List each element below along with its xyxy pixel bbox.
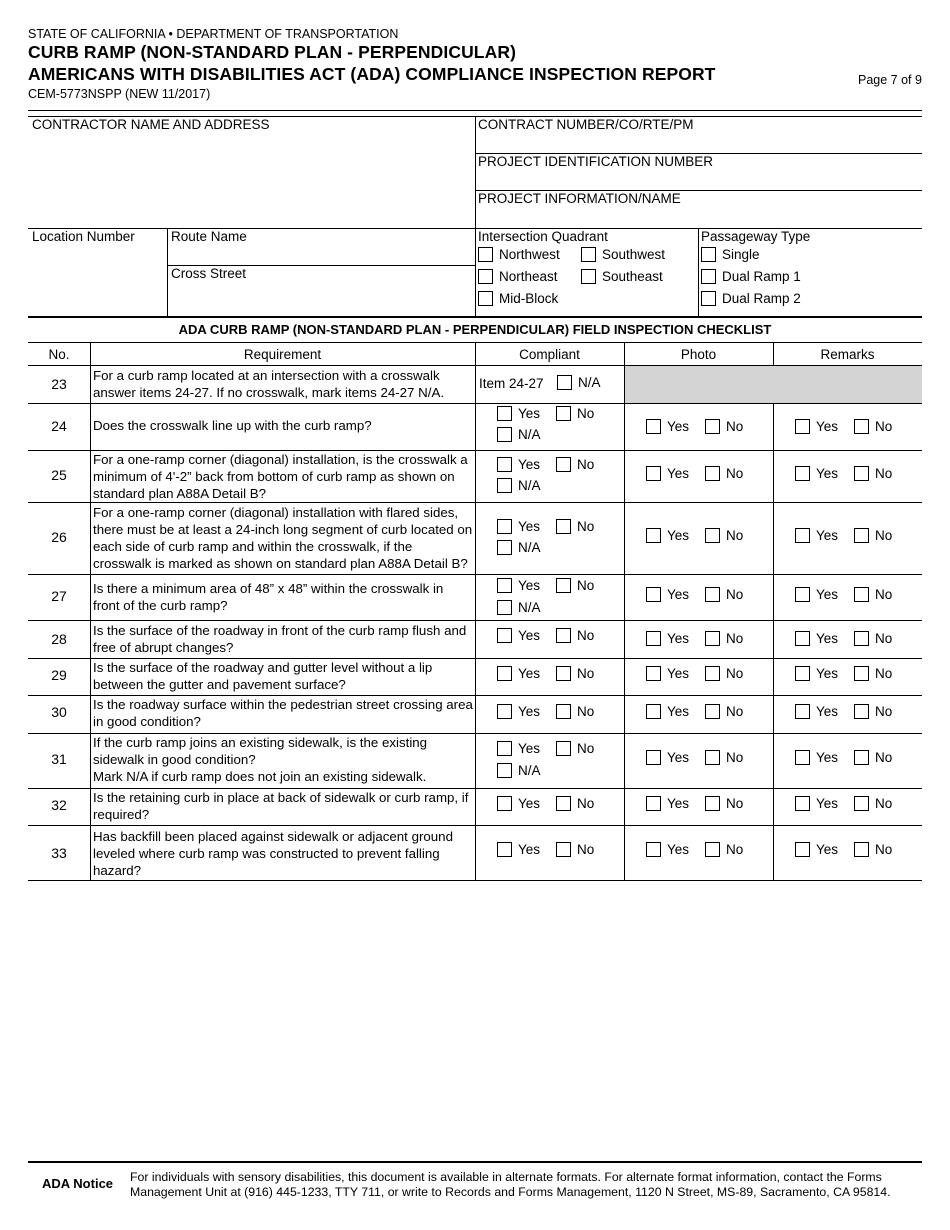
- row-32-remarks-no[interactable]: No: [854, 796, 892, 811]
- row-29-compliant-no[interactable]: No: [556, 666, 594, 681]
- column-photo: Photo: [680, 347, 717, 362]
- row-30-photo-yes[interactable]: Yes: [646, 704, 689, 719]
- checkbox[interactable]: [497, 406, 512, 421]
- row-29-photo-no[interactable]: No: [705, 666, 743, 681]
- row-29-compliant-yes[interactable]: Yes: [497, 666, 540, 681]
- checkbox[interactable]: [556, 842, 571, 857]
- row-25-requirement: For a one-ramp corner (diagonal) installation, is the crosswalk a minimum of 4'-2” back from bottom of curb ramp as shown on standard plan A88A Detail B?: [93, 452, 468, 501]
- row-32-requirement: Is the retaining curb in place at back of sidewalk or curb ramp, if required?: [93, 790, 469, 822]
- row-26-remarks-no[interactable]: No: [854, 528, 892, 543]
- checkbox[interactable]: [556, 796, 571, 811]
- checkbox[interactable]: [497, 427, 512, 442]
- row-29-number: 29: [51, 667, 67, 683]
- checkbox[interactable]: [795, 666, 810, 681]
- dual-ramp-2-checkbox[interactable]: [701, 291, 716, 306]
- item-range-label: Item 24-27: [479, 376, 544, 391]
- checkbox[interactable]: [497, 600, 512, 615]
- row-31-compliant-na[interactable]: N/A: [497, 763, 541, 778]
- checkbox[interactable]: [854, 528, 869, 543]
- quadrant-passageway-divider: [698, 228, 699, 316]
- row-33-remarks-yes[interactable]: Yes: [795, 842, 838, 857]
- checkbox[interactable]: [497, 796, 512, 811]
- row-30-remarks-yes[interactable]: Yes: [795, 704, 838, 719]
- row-30-remarks-no[interactable]: No: [854, 704, 892, 719]
- row-29-requirement: Is the surface of the roadway and gutter level without a lip between the gutter and pavement surface?: [93, 660, 433, 692]
- col-line-1: [90, 342, 91, 881]
- checkbox[interactable]: [646, 528, 661, 543]
- row-27-remarks-no[interactable]: No: [854, 587, 892, 602]
- checkbox[interactable]: [556, 519, 571, 534]
- info-divider-vertical: [475, 116, 476, 316]
- checkbox[interactable]: [646, 796, 661, 811]
- quadrant-northwest-option[interactable]: Northwest: [478, 247, 560, 262]
- row-24-photo-no[interactable]: No: [705, 419, 743, 434]
- row-24-compliant-yes[interactable]: Yes: [497, 406, 540, 421]
- row-25-compliant-na[interactable]: N/A: [497, 478, 541, 493]
- row-27-photo-yes[interactable]: Yes: [646, 587, 689, 602]
- col-line-4: [773, 342, 774, 881]
- checkbox[interactable]: [705, 704, 720, 719]
- row-30-requirement: Is the roadway surface within the pedestrian street crossing area in good condition?: [93, 697, 473, 729]
- row-24-photo-yes[interactable]: Yes: [646, 419, 689, 434]
- southwest-checkbox[interactable]: [581, 247, 596, 262]
- row-31-photo-no[interactable]: No: [705, 750, 743, 765]
- row-27-compliant-yes[interactable]: Yes: [497, 578, 540, 593]
- row-26-compliant-yes[interactable]: Yes: [497, 519, 540, 534]
- row-33-remarks-no[interactable]: No: [854, 842, 892, 857]
- northeast-checkbox[interactable]: [478, 269, 493, 284]
- column-remarks: Remarks: [820, 347, 875, 362]
- row-24-number: 24: [51, 418, 67, 434]
- row-27-photo-no[interactable]: No: [705, 587, 743, 602]
- row-33-requirement: Has backfill been placed against sidewalk or adjacent ground leveled where curb ramp was constructed to prevent falling hazard?: [93, 829, 453, 878]
- quadrant-midblock-option[interactable]: Mid-Block: [478, 291, 558, 306]
- row-23-shaded-cell: [625, 366, 922, 403]
- checkbox[interactable]: [705, 631, 720, 646]
- row-33-compliant-no[interactable]: No: [556, 842, 594, 857]
- checkbox[interactable]: [556, 704, 571, 719]
- row-26-compliant-na[interactable]: N/A: [497, 540, 541, 555]
- row-rule: [28, 620, 922, 621]
- ada-notice-title: ADA Notice: [42, 1176, 114, 1191]
- column-no: No.: [48, 347, 70, 362]
- checkbox[interactable]: [854, 704, 869, 719]
- row-26-requirement: For a one-ramp corner (diagonal) installation with flared sides, there must be at least a 24-inch long segment of curb located on each side of curb ramp and within the crosswalk, if the crosswalk is marked as shown on standard plan A88A Detail B?: [93, 505, 473, 571]
- checkbox[interactable]: [556, 666, 571, 681]
- row-27-number: 27: [51, 588, 67, 604]
- row-26-number: 26: [51, 529, 67, 545]
- checkbox[interactable]: [705, 842, 720, 857]
- row-23-number: 23: [51, 376, 67, 392]
- row-29-photo-yes[interactable]: Yes: [646, 666, 689, 681]
- route-name-label: Route Name: [171, 229, 247, 244]
- agency-line: STATE OF CALIFORNIA • DEPARTMENT OF TRANSPORTATION: [28, 27, 399, 41]
- checkbox[interactable]: [556, 628, 571, 643]
- row-25-number: 25: [51, 467, 67, 483]
- row-32-remarks-yes[interactable]: Yes: [795, 796, 838, 811]
- checkbox[interactable]: [705, 750, 720, 765]
- form-title-line-2: AMERICANS WITH DISABILITIES ACT (ADA) COMPLIANCE INSPECTION REPORT: [28, 64, 716, 84]
- row-24-remarks-no[interactable]: No: [854, 419, 892, 434]
- checkbox[interactable]: [854, 666, 869, 681]
- dual-ramp-1-checkbox[interactable]: [701, 269, 716, 284]
- quadrant-southeast-option[interactable]: Southeast: [581, 269, 663, 284]
- row-24-remarks-yes[interactable]: Yes: [795, 419, 838, 434]
- col-line-3: [624, 342, 625, 881]
- checkbox[interactable]: [556, 741, 571, 756]
- row-32-compliant-yes[interactable]: Yes: [497, 796, 540, 811]
- row-33-compliant-yes[interactable]: Yes: [497, 842, 540, 857]
- checkbox[interactable]: [795, 466, 810, 481]
- page-number: Page 7 of 9: [858, 73, 922, 87]
- checkbox[interactable]: [705, 587, 720, 602]
- location-route-divider: [167, 228, 168, 316]
- northwest-checkbox[interactable]: [478, 247, 493, 262]
- checkbox[interactable]: [646, 750, 661, 765]
- checkbox[interactable]: [497, 842, 512, 857]
- row-28-remarks-no[interactable]: No: [854, 631, 892, 646]
- row-24-compliant-na[interactable]: N/A: [497, 427, 541, 442]
- row-31-photo-yes[interactable]: Yes: [646, 750, 689, 765]
- passageway-single-option[interactable]: Single: [701, 247, 760, 262]
- checkbox[interactable]: [497, 478, 512, 493]
- row-31-remarks-no[interactable]: No: [854, 750, 892, 765]
- row-29-remarks-no[interactable]: No: [854, 666, 892, 681]
- checkbox[interactable]: [854, 796, 869, 811]
- passageway-type-label: Passageway Type: [701, 229, 811, 244]
- row-31-requirement: If the curb ramp joins an existing sidewalk, is the existing sidewalk in good condition? Mark N/A if curb ramp does not join an existing sidewalk.: [93, 735, 428, 784]
- checkbox[interactable]: [795, 419, 810, 434]
- checkbox[interactable]: [646, 666, 661, 681]
- footer-rule: [28, 1161, 922, 1163]
- column-requirement: Requirement: [243, 347, 322, 362]
- quadrant-northeast-option[interactable]: Northeast: [478, 269, 558, 284]
- project-id-label: PROJECT IDENTIFICATION NUMBER: [478, 154, 714, 169]
- midblock-checkbox[interactable]: [478, 291, 493, 306]
- checkbox[interactable]: [854, 587, 869, 602]
- checkbox[interactable]: [497, 628, 512, 643]
- row-25-photo-no[interactable]: No: [705, 466, 743, 481]
- row-27-remarks-yes[interactable]: Yes: [795, 587, 838, 602]
- checkbox[interactable]: [497, 578, 512, 593]
- checkbox[interactable]: [795, 842, 810, 857]
- row-27-compliant-na[interactable]: N/A: [497, 600, 541, 615]
- checkbox[interactable]: [795, 796, 810, 811]
- checkbox[interactable]: [497, 457, 512, 472]
- row-28-remarks-yes[interactable]: Yes: [795, 631, 838, 646]
- checkbox[interactable]: [854, 750, 869, 765]
- checkbox[interactable]: [854, 842, 869, 857]
- row-rule: [28, 403, 922, 404]
- row-31-remarks-yes[interactable]: Yes: [795, 750, 838, 765]
- row-26-photo-yes[interactable]: Yes: [646, 528, 689, 543]
- row-25-remarks-yes[interactable]: Yes: [795, 466, 838, 481]
- row-33-photo-no[interactable]: No: [705, 842, 743, 857]
- single-checkbox[interactable]: [701, 247, 716, 262]
- row-23-requirement: For a curb ramp located at an intersection with a crosswalk answer items 24-27. If no crosswalk, mark items 24-27 N/A.: [93, 368, 445, 400]
- row-30-number: 30: [51, 704, 67, 720]
- checkbox[interactable]: [854, 419, 869, 434]
- row-30-compliant-no[interactable]: No: [556, 704, 594, 719]
- row-rule: [28, 574, 922, 575]
- checkbox[interactable]: [854, 631, 869, 646]
- checkbox[interactable]: [854, 466, 869, 481]
- checkbox[interactable]: [497, 763, 512, 778]
- row-27-requirement: Is there a minimum area of 48” x 48” within the crosswalk in front of the curb ramp?: [93, 581, 444, 613]
- row-32-number: 32: [51, 797, 67, 813]
- row-31-compliant-no[interactable]: No: [556, 741, 594, 756]
- checklist-title: ADA CURB RAMP (NON-STANDARD PLAN - PERPENDICULAR) FIELD INSPECTION CHECKLIST: [178, 322, 772, 337]
- contractor-label: CONTRACTOR NAME AND ADDRESS: [32, 117, 270, 132]
- checkbox[interactable]: [646, 419, 661, 434]
- col-line-2: [475, 342, 476, 881]
- checkbox[interactable]: [795, 587, 810, 602]
- row-25-remarks-no[interactable]: No: [854, 466, 892, 481]
- checkbox[interactable]: [795, 704, 810, 719]
- checkbox[interactable]: [795, 750, 810, 765]
- checkbox[interactable]: [497, 741, 512, 756]
- row-28-requirement: Is the surface of the roadway in front of the curb ramp flush and free of abrupt changes?: [93, 623, 467, 655]
- row-31-compliant-yes[interactable]: Yes: [497, 741, 540, 756]
- location-number-label: Location Number: [32, 229, 135, 244]
- row-25-photo-yes[interactable]: Yes: [646, 466, 689, 481]
- checkbox[interactable]: [705, 466, 720, 481]
- checkbox[interactable]: [556, 406, 571, 421]
- row-rule: [28, 825, 922, 826]
- row-33-photo-yes[interactable]: Yes: [646, 842, 689, 857]
- row-33-number: 33: [51, 845, 67, 861]
- checkbox[interactable]: [705, 419, 720, 434]
- form-title-line-1: CURB RAMP (NON-STANDARD PLAN - PERPENDICULAR): [28, 42, 517, 62]
- passageway-dual-ramp-2-option[interactable]: Dual Ramp 2: [701, 291, 801, 306]
- row-23-na-checkbox[interactable]: [557, 375, 572, 390]
- checkbox[interactable]: [705, 528, 720, 543]
- checkbox[interactable]: [646, 587, 661, 602]
- checkbox[interactable]: [705, 796, 720, 811]
- intersection-quadrant-label: Intersection Quadrant: [478, 229, 608, 244]
- row-27-compliant-no[interactable]: No: [556, 578, 594, 593]
- row-rule: [28, 502, 922, 503]
- row-24-compliant-no[interactable]: No: [556, 406, 594, 421]
- checklist-top-rule: [28, 316, 922, 318]
- row-23-na-option[interactable]: N/A: [557, 375, 601, 390]
- southeast-checkbox[interactable]: [581, 269, 596, 284]
- row-30-compliant-yes[interactable]: Yes: [497, 704, 540, 719]
- checkbox[interactable]: [646, 842, 661, 857]
- row-25-compliant-no[interactable]: No: [556, 457, 594, 472]
- row-28-photo-yes[interactable]: Yes: [646, 631, 689, 646]
- project-info-label: PROJECT INFORMATION/NAME: [478, 191, 681, 206]
- checkbox[interactable]: [646, 466, 661, 481]
- passageway-dual-ramp-1-option[interactable]: Dual Ramp 1: [701, 269, 801, 284]
- checkbox[interactable]: [646, 631, 661, 646]
- table-bottom-rule: [28, 880, 922, 881]
- row-31-number: 31: [51, 751, 67, 767]
- checkbox[interactable]: [497, 519, 512, 534]
- ada-notice-text: For individuals with sensory disabilities, this document is available in alternate formats. For alternate format information, contact the Forms Management Unit at (916) 445-1233, TTY 711, or write to Records and Forms Management, 1120 N Street, MS-89, Sacramento, CA 95814.: [130, 1170, 891, 1199]
- form-id: CEM-5773NSPP (NEW 11/2017): [28, 87, 211, 101]
- row-29-remarks-yes[interactable]: Yes: [795, 666, 838, 681]
- row-28-compliant-yes[interactable]: Yes: [497, 628, 540, 643]
- checkbox[interactable]: [497, 704, 512, 719]
- header-rule-1: [28, 110, 922, 111]
- row-28-compliant-no[interactable]: No: [556, 628, 594, 643]
- row-26-compliant-no[interactable]: No: [556, 519, 594, 534]
- row-25-compliant-yes[interactable]: Yes: [497, 457, 540, 472]
- row-32-photo-yes[interactable]: Yes: [646, 796, 689, 811]
- checkbox[interactable]: [497, 666, 512, 681]
- checkbox[interactable]: [795, 631, 810, 646]
- row-30-photo-no[interactable]: No: [705, 704, 743, 719]
- quadrant-southwest-option[interactable]: Southwest: [581, 247, 665, 262]
- checkbox[interactable]: [556, 578, 571, 593]
- row-32-compliant-no[interactable]: No: [556, 796, 594, 811]
- checkbox[interactable]: [497, 540, 512, 555]
- column-compliant: Compliant: [519, 347, 580, 362]
- checkbox[interactable]: [556, 457, 571, 472]
- row-32-photo-no[interactable]: No: [705, 796, 743, 811]
- checkbox[interactable]: [795, 528, 810, 543]
- row-24-requirement: Does the crosswalk line up with the curb ramp?: [93, 418, 372, 433]
- cross-street-label: Cross Street: [171, 266, 247, 281]
- row-28-number: 28: [51, 631, 67, 647]
- row-28-photo-no[interactable]: No: [705, 631, 743, 646]
- row-26-photo-no[interactable]: No: [705, 528, 743, 543]
- contract-number-label: CONTRACT NUMBER/CO/RTE/PM: [478, 117, 694, 132]
- row-26-remarks-yes[interactable]: Yes: [795, 528, 838, 543]
- checkbox[interactable]: [646, 704, 661, 719]
- checkbox[interactable]: [705, 666, 720, 681]
